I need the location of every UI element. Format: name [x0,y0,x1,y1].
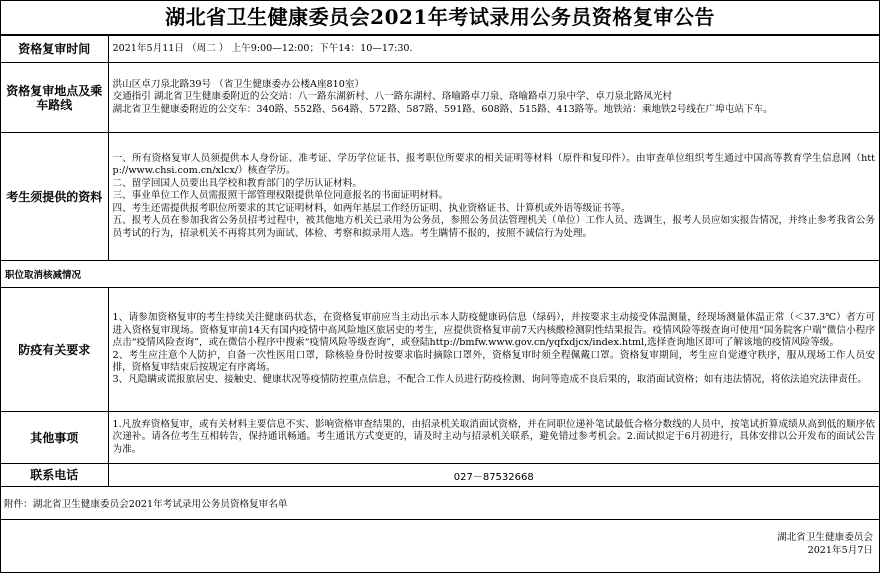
row-materials [1,133,879,261]
footer-signature [1,520,879,557]
materials-item-3: 三、事业单位工作人员需报照干部管理权限提供单位同意报名的书面证明材料。 [112,190,449,202]
materials-item-4: 四、考生还需提供报考职位所要求的其它证明材料，如两年基层工作经历证明、执业资格证书、计算机或外语等级证书等。 [112,202,631,214]
row-phone [1,464,879,487]
location-address: 洪山区卓刀泉北路39号 （省卫生健康委办公楼A座810室） [112,78,365,90]
epidemic-item-2: 2、考生应注意个人防护，自备一次性医用口罩，除核验身份时按要求临时摘除口罩外，资格复审时须全程佩戴口罩。资格复审期间，考生应自觉遵守秩序，服从现场工作人员安排，资格复审结束后按规定有序离场。 [112,349,875,373]
epidemic-content [108,288,879,412]
location-label: 资格复审地点及乘车路线 [1,63,108,133]
time-label: 资格复审时间 [1,36,108,63]
materials-item-1: 一、所有资格复审人员须提供本人身份证、准考证、学历学位证书、报考职位所要求的相关证明等材料（原件和复印件）。由审查单位组织考生通过中国高等教育学生信息网（http://www.chsi.com.cn/xlcx/）核查学历。 [112,153,875,177]
time-value: 2021年5月11日 （周二 ） 上午9:00—12:00；下午14：10—17:30. [108,36,879,63]
location-bus-lines: 湖北省卫生健康委附近的公交车：340路、552路、564路、572路、587路、591路、608路、515路、413路等。地铁站：乘地铁2号线在广埠屯站下车。 [112,103,773,115]
location-bus-stops: 交通指引 湖北省卫生健康委附近的公交站：八一路东湖新村、八一路东湖村、珞喻路卓刀泉、珞喻路卓刀泉中学、卓刀泉北路凤光村 [112,91,672,103]
row-cancel [1,261,879,288]
epidemic-item-1: 1、请参加资格复审的考生持续关注健康码状态，在资格复审前应当主动出示本人防疫健康码信息（绿码），并按要求主动接受体温测量，经现场测量体温正常（＜37.3℃）者方可进入资格复审现场。资格复审前14天有国内疫情中高风险地区旅居史的考生，应提供资格复审前7天内核酸检测阴性结果报告。疫情风险等级查询可使用“国务院客户端”微信小程序点击“疫情风险查询”，或在微信小程序中搜索“疫情风险等级查询”，或登陆http://bmfw.www.gov.cn/yqfxdjcx/index.html,选择查询地区即可了解该地的疫情风险等级。 [112,312,875,349]
cancel-label: 职位取消核减情况 [1,261,879,288]
phone-value: 027－87532668 [108,464,879,487]
announcement-table [1,35,879,557]
row-location [1,63,879,133]
materials-item-2: 二、留学回国人员要出具学校和教育部门的学历认证材料。 [112,177,362,189]
row-other [1,412,879,464]
other-content [108,412,879,464]
other-item-1: 1.凡放弃资格复审，或有关材料主要信息不实、影响资格审查结果的，由招录机关取消面试资格，并在同职位递补笔试最低合格分数线的人员中，按笔试折算成绩从高到低的顺序依次递补。请各位考生互相转告，保持通讯畅通。考生通讯方式变更的，请及时主动与招录机关联系，避免错过参考机会。2.面试拟定于6月初进行，具体安排以公开发布的面试公告为准。 [112,418,875,455]
row-attachment [1,487,879,520]
materials-item-5: 五、报考人员在参加我省公务员招考过程中，被其他地方机关已录用为公务员，参照公务员法管理机关（单位）工作人员、选调生，报考人员应如实报告情况，并终止参考我省公务员考试的行为，招录机关不再将其列为面试、体检、考察和拟录用人选。考生瞒情不报的，按照不诚信行为处理。 [112,215,875,239]
attachment-link[interactable]: 附件：湖北省卫生健康委员会2021年考试录用公务员资格复审名单 [1,487,879,520]
location-content [108,63,879,133]
epidemic-label: 防疫有关要求 [1,288,108,412]
epidemic-item-3: 3、凡隐瞒或谎报旅居史、接触史、健康状况等疫情防控重点信息，不配合工作人员进行防疫检测、询问等造成不良后果的，取消面试资格；如有违法情况，将依法追究法律责任。 [112,374,867,386]
phone-label: 联系电话 [1,464,108,487]
footer-org: 湖北省卫生健康委员会 [777,531,873,543]
row-time [1,36,879,63]
page-title: 湖北省卫生健康委员会2021年考试录用公务员资格复审公告 [1,1,879,35]
footer-date: 2021年5月7日 [807,544,873,556]
row-footer [1,520,879,557]
other-label: 其他事项 [1,412,108,464]
row-epidemic [1,288,879,412]
materials-content [108,133,879,261]
materials-label: 考生须提供的资料 [1,133,108,261]
